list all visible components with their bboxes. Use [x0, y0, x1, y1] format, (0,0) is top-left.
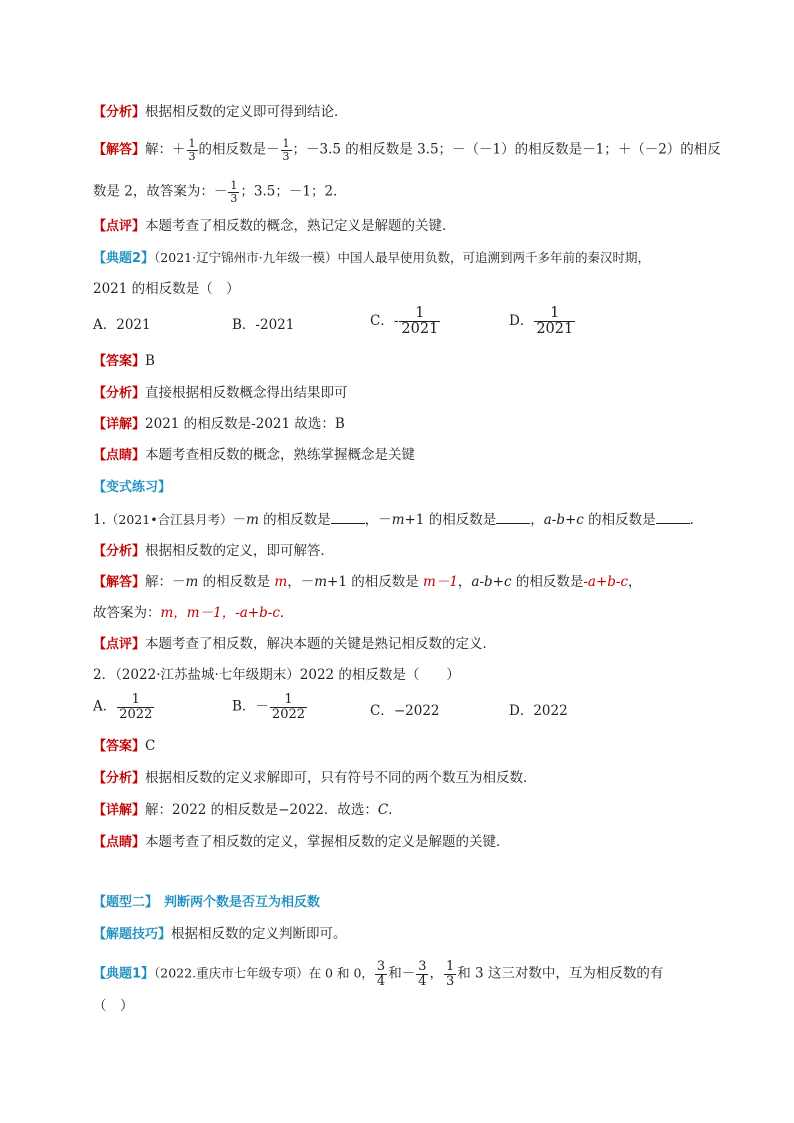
key-point-tag: 【点睛】 — [93, 448, 146, 463]
var-m: m — [314, 574, 328, 590]
detail-tag: 【详解】 — [93, 803, 146, 818]
fraction — [187, 138, 198, 162]
analysis-line — [93, 383, 348, 404]
fraction-den: 2021 — [401, 321, 439, 338]
solution-answer: m－1 — [423, 574, 458, 590]
fraction — [375, 960, 387, 988]
final-answer-line — [93, 603, 293, 623]
fraction — [444, 960, 456, 988]
solution-text: 解：＋ — [145, 141, 186, 158]
option-c — [370, 306, 441, 337]
answer-text: B — [145, 353, 155, 369]
option-b — [232, 315, 294, 335]
example-2-text: 2021 的相反数是（ ） — [93, 281, 240, 297]
fraction-num: 1 — [550, 305, 560, 321]
fraction-num: 1 — [131, 692, 140, 707]
fraction-num: 3 — [418, 959, 427, 974]
technique-line — [93, 924, 347, 945]
fraction-den: 3 — [282, 149, 290, 163]
comment-line — [93, 216, 456, 237]
comment-text: 本题考查了相反数的概念，熟记定义是解题的关键． — [145, 218, 456, 234]
answer-blank[interactable] — [331, 509, 365, 524]
option-b-text: B．-2021 — [232, 317, 295, 333]
fraction-num: 1 — [230, 179, 238, 192]
solution-text: ， — [457, 574, 472, 590]
option-a — [93, 693, 155, 721]
example-1-text: （ ） — [93, 998, 134, 1014]
option-b — [232, 693, 308, 721]
exercise-1-text: ， — [530, 512, 544, 528]
exercise-1-text: 的相反数是 — [583, 512, 656, 528]
option-a-text: A．2021 — [93, 317, 151, 333]
fraction-num: 3 — [376, 959, 386, 974]
option-d-text: D．2022 — [509, 703, 568, 719]
answer-line — [93, 736, 155, 757]
exercise-1-line — [93, 509, 703, 530]
option-a-text: A． — [93, 698, 117, 715]
answer-tag: 【答案】 — [93, 354, 146, 369]
analysis-line — [93, 768, 537, 789]
technique-tag: 【解题技巧】 — [93, 927, 172, 942]
final-answer-label: 故答案为： — [93, 605, 161, 621]
fraction-den: 3 — [188, 149, 196, 163]
solution-text: +1 的相反数是 — [327, 574, 424, 590]
solution-tag: 【解答】 — [93, 142, 146, 158]
solution-line — [93, 572, 642, 593]
section-2-title-line — [93, 892, 320, 913]
solution-tag: 【解答】 — [93, 575, 146, 590]
example-1-tag: 【典题1】 — [93, 966, 155, 982]
solution-text: ，－ — [287, 574, 315, 590]
solution-text: 的相反数是 — [198, 574, 275, 590]
detail-line — [93, 414, 345, 435]
analysis-tag: 【分析】 — [93, 105, 146, 120]
solution-text: 的相反数是－ — [198, 141, 280, 158]
exercise-2-line — [93, 665, 460, 685]
answer-blank[interactable] — [656, 509, 690, 524]
fraction — [399, 306, 440, 337]
comment-tag: 【点评】 — [93, 219, 146, 234]
fraction-den: 2022 — [119, 706, 153, 722]
answer-text: C — [145, 738, 156, 754]
answer-line — [93, 351, 155, 372]
fraction-num: 1 — [415, 305, 425, 321]
analysis-text: 根据相反数的定义，即可解答． — [145, 543, 335, 559]
detail-text: 2021 的相反数是-2021 故选：B — [145, 416, 345, 432]
exercise-1-text: ，－ — [364, 512, 392, 528]
var-abc: a-b+c — [471, 574, 512, 590]
var-m: m — [246, 512, 259, 528]
analysis-text: 根据相反数的定义即可得到结论． — [145, 104, 348, 120]
analysis-text: 直接根据相反数概念得出结果即可 — [145, 385, 348, 401]
section-2-tag: 【题型二】 — [93, 895, 159, 910]
exercise-1-number: 1. — [93, 512, 106, 528]
fraction-den: 2022 — [271, 706, 306, 722]
option-a — [93, 315, 151, 335]
fraction-num: 1 — [445, 959, 455, 974]
detail-end: ． — [388, 802, 402, 818]
example-1-line-2 — [93, 996, 134, 1016]
option-d — [509, 306, 576, 337]
key-point-text: 本题考查了相反数的定义，掌握相反数的定义是解题的关键． — [145, 834, 510, 850]
exercise-1-source: （2021•合江县月考） — [105, 512, 233, 527]
var-abc: a-b+c — [543, 512, 584, 528]
example-1-line — [93, 960, 663, 988]
section-2-title: 判断两个数是否互为相反数 — [164, 895, 321, 910]
exercise-1-text: ． — [689, 512, 704, 528]
key-point-text: 本题考查相反数的概念，熟练掌握概念是关键 — [145, 447, 416, 463]
key-point-line — [93, 832, 510, 853]
analysis-tag: 【分析】 — [93, 771, 146, 786]
exercise-2-text: 2．（2022·江苏盐城·七年级期末）2022 的相反数是（ ） — [93, 667, 460, 683]
fraction-num: 1 — [188, 137, 196, 150]
final-answer: m，m－1，-a+b-c — [160, 605, 280, 621]
solution-text: ， — [628, 574, 642, 590]
answer-blank[interactable] — [496, 509, 530, 524]
analysis-text: 根据相反数的定义求解即可，只有符号不同的两个数互为相反数． — [145, 770, 537, 786]
option-d-text: D． — [509, 313, 534, 330]
analysis-tag: 【分析】 — [93, 544, 146, 559]
comment-text: 本题考查了相反数，解决本题的关键是熟记相反数的定义． — [145, 636, 497, 652]
var-m: m — [391, 512, 405, 528]
exercise-1-text: － — [232, 512, 247, 528]
variant-practice-tag: 【变式练习】 — [93, 480, 172, 495]
comment-line — [93, 634, 496, 655]
solution-text: 的相反数是 — [511, 574, 584, 590]
option-c-text: C．- — [370, 313, 399, 330]
example-2-tag: 【典题2】 — [93, 251, 155, 266]
solution-answer: -a+b-c — [583, 574, 629, 590]
final-answer-end: ． — [279, 605, 294, 621]
variant-practice-heading — [93, 477, 171, 498]
solution-line-2 — [93, 180, 347, 204]
analysis-tag: 【分析】 — [93, 386, 146, 401]
solution-text: ；3.5；－1；2． — [240, 183, 347, 200]
fraction-den: 2021 — [536, 321, 574, 338]
detail-line — [93, 800, 402, 821]
exercise-1-text: 的相反数是 — [258, 512, 331, 528]
analysis-line — [93, 541, 334, 562]
example-1-text: （2022.重庆市七年级专项）在 0 和 0， — [154, 965, 374, 981]
key-point-tag: 【点睛】 — [93, 835, 146, 850]
fraction-den: 3 — [230, 191, 238, 205]
comment-tag: 【点评】 — [93, 637, 146, 652]
detail-answer: C — [377, 802, 389, 818]
answer-tag: 【答案】 — [93, 739, 146, 754]
fraction — [416, 960, 428, 988]
example-1-text: 和－ — [388, 965, 416, 982]
option-b-text: B．－ — [232, 698, 269, 715]
fraction-num: 1 — [282, 137, 290, 150]
option-c — [370, 701, 440, 721]
solution-line — [93, 138, 721, 162]
solution-answer: m — [274, 574, 288, 590]
option-c-text: C．−2022 — [370, 703, 440, 719]
fraction — [534, 306, 575, 337]
solution-text: 解：－ — [145, 574, 186, 590]
example-2-text: （2021·辽宁锦州市·九年级一模）中国人最早使用负数，可追溯到两千多年前的秦汉时期， — [154, 250, 651, 265]
var-m: m — [185, 574, 199, 590]
detail-tag: 【详解】 — [93, 417, 146, 432]
example-1-text: ， — [429, 965, 443, 982]
example-2-line — [93, 248, 650, 269]
exercise-1-text: +1 的相反数是 — [404, 512, 497, 528]
solution-text: ；－3.5 的相反数是 3.5；－（－1）的相反数是－1；＋（－2）的相反 — [292, 141, 721, 158]
detail-text: 解：2022 的相反数是−2022．故选： — [145, 802, 378, 818]
fraction — [117, 693, 154, 721]
example-1-text: 和 3 这三对数中，互为相反数的有 — [457, 965, 664, 982]
fraction-den: 3 — [445, 973, 455, 989]
fraction-den: 4 — [418, 973, 427, 989]
option-d — [509, 701, 568, 721]
fraction-num: 1 — [284, 692, 293, 707]
analysis-line — [93, 102, 348, 123]
fraction — [228, 180, 239, 204]
fraction-den: 4 — [376, 973, 386, 989]
example-2-line-2 — [93, 279, 240, 299]
fraction — [281, 138, 292, 162]
solution-text: 数是 2，故答案为：－ — [93, 183, 228, 200]
key-point-line — [93, 445, 415, 466]
fraction — [270, 693, 307, 721]
technique-text: 根据相反数的定义判断即可。 — [171, 926, 347, 942]
